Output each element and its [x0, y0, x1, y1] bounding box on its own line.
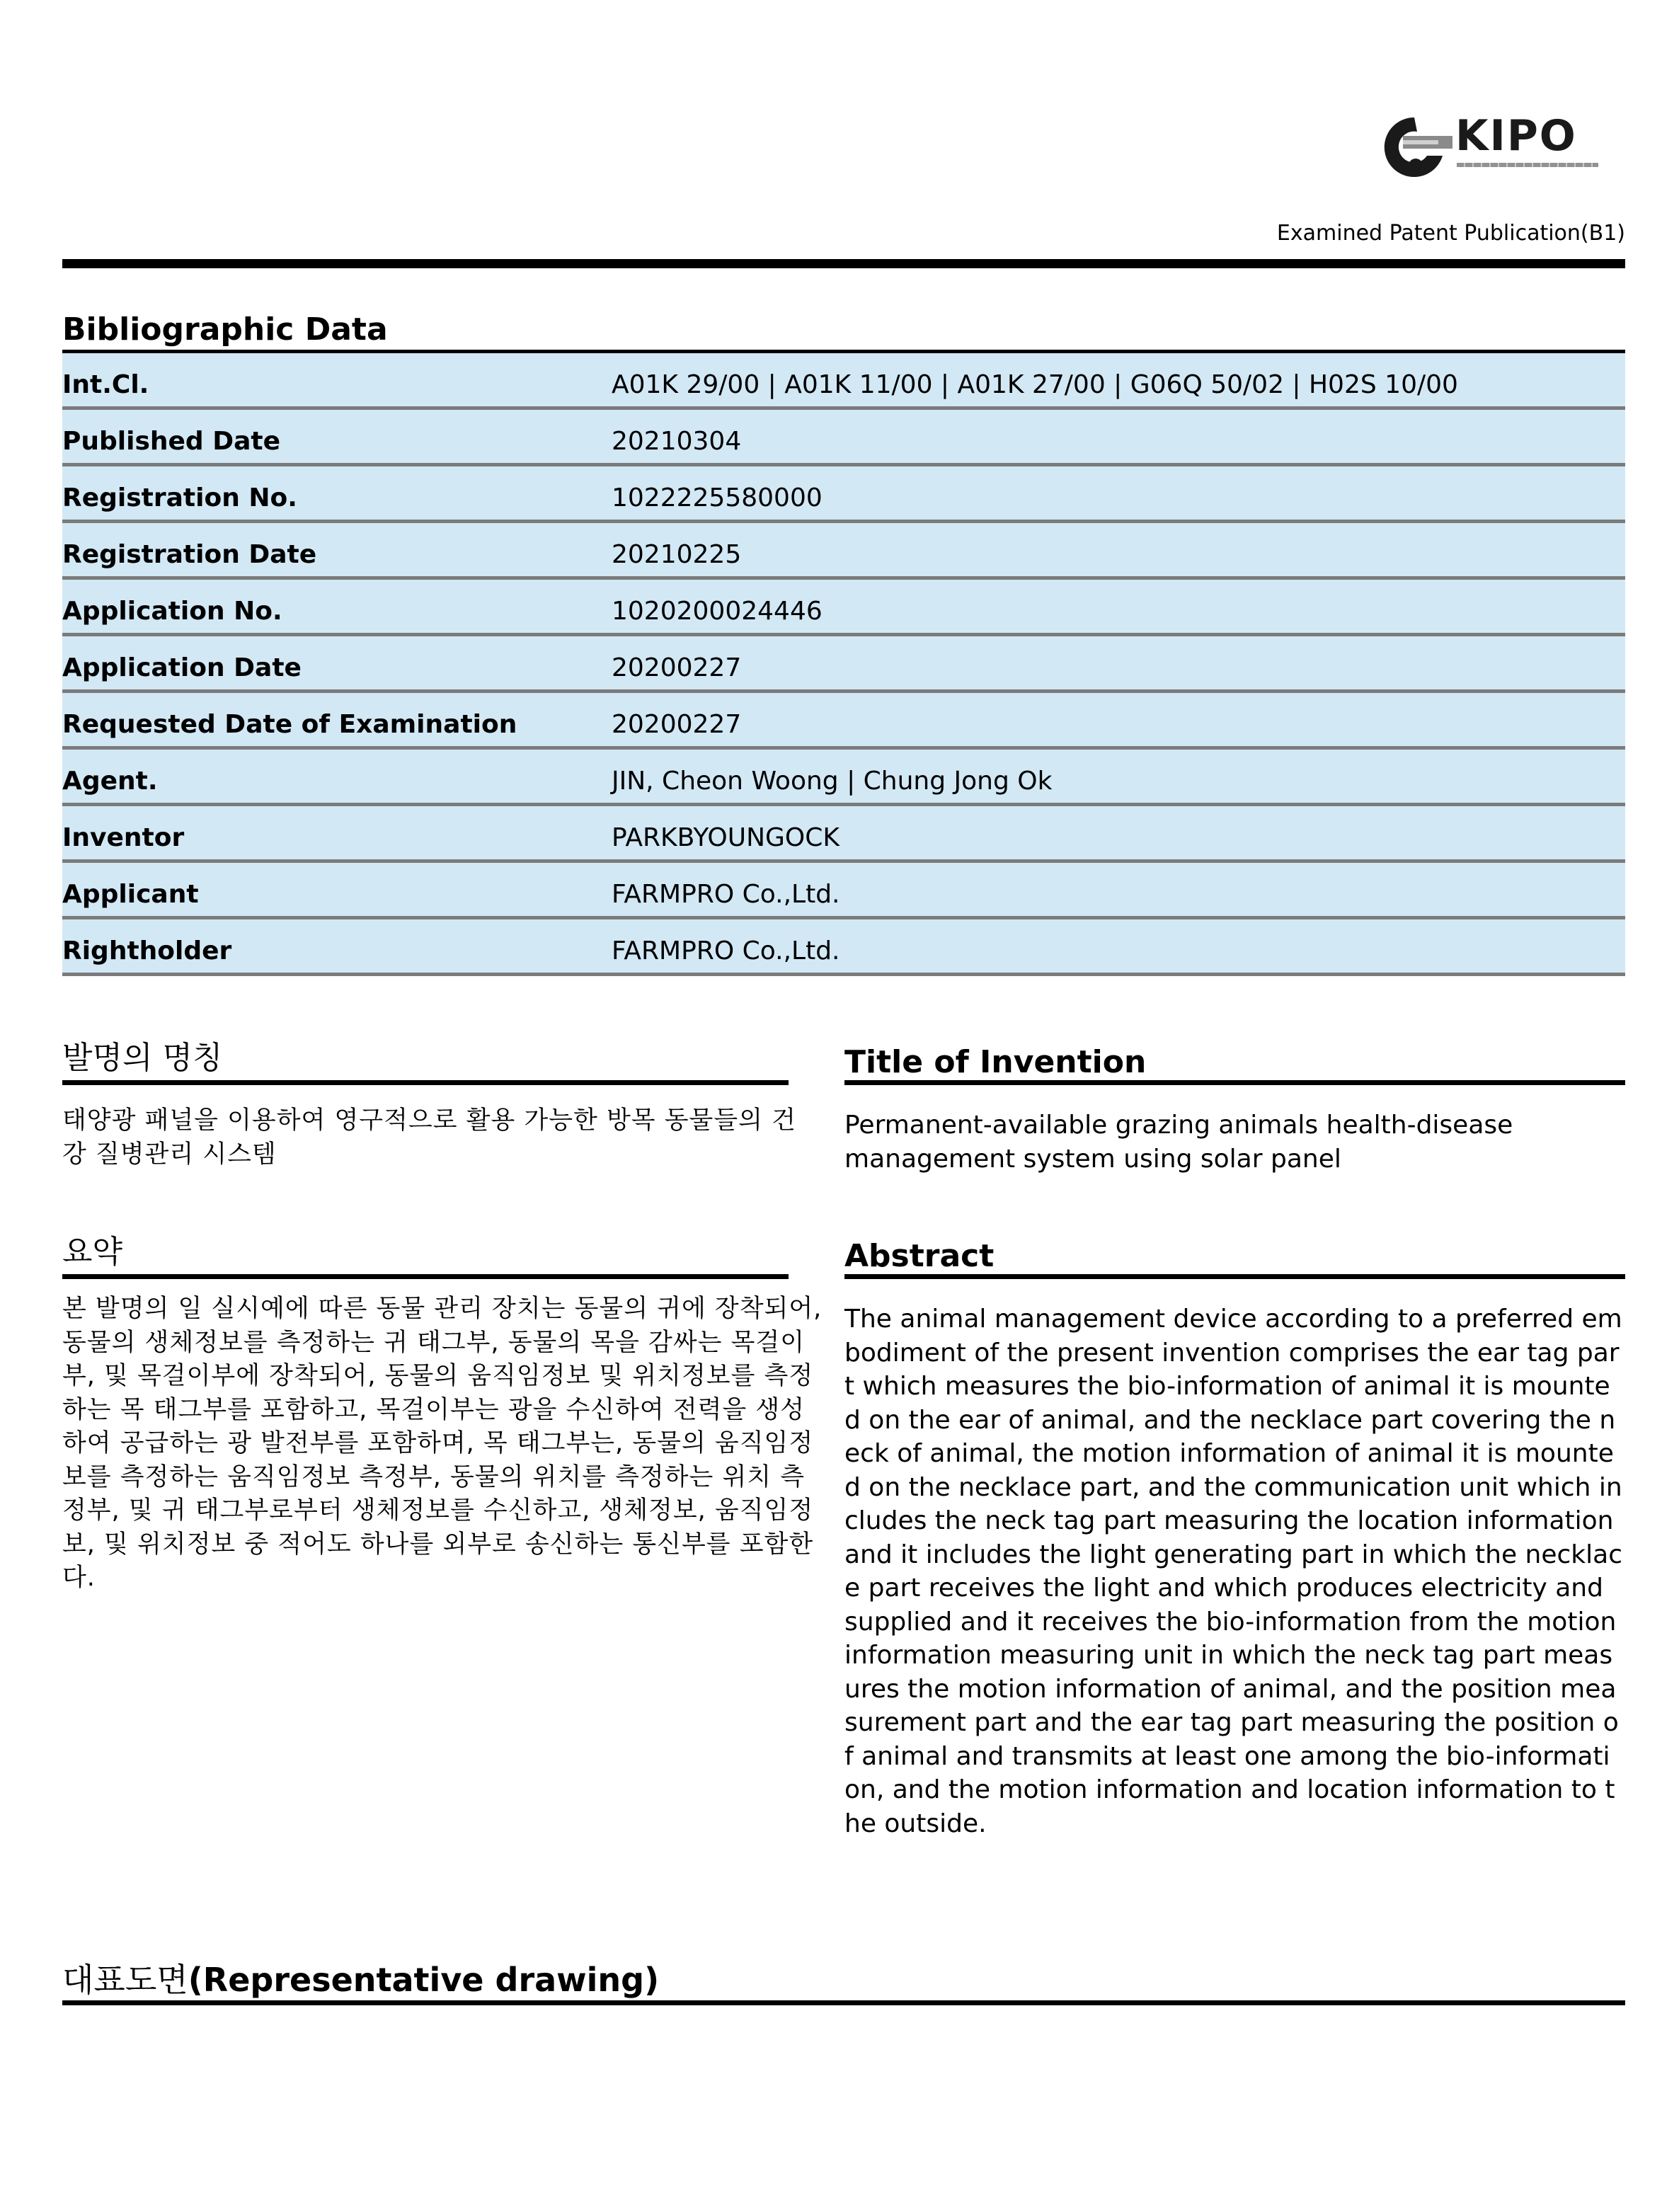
biblio-label: Requested Date of Examination [62, 710, 517, 739]
kipo-logo-text: KIPO [1455, 111, 1577, 161]
biblio-label: Registration Date [62, 540, 317, 569]
bibliographic-table [62, 353, 1625, 976]
biblio-row-registration-date [62, 523, 1625, 580]
representative-drawing-heading-ko: 대표도면 [62, 1961, 188, 1999]
abstract-en-text: The animal management device according to a preferred embodiment of the present invention comprises the ear tag part which measures the bio-information of animal it is mounted on the ear of animal, and the necklace part covering the neck of animal, the motion information of animal it is mounted on the necklace part, and the communication unit which includes the neck tag part measuring the location information and it includes the light generating part in which the necklace part receives the light and which produces electricity and supplied and it receives the bio-information from the motion information measuring unit in which the neck tag part measures the motion information of animal, and the position measurement part and the ear tag part measuring the position of animal and transmits at least one among the bio-information, and the motion information and location information to the outside. [844, 1305, 1623, 1838]
representative-drawing-divider [62, 2000, 1625, 2005]
biblio-label: Rightholder [62, 936, 232, 965]
representative-drawing-heading-en: (Representative drawing) [188, 1961, 660, 1999]
biblio-value: JIN, Cheon Woong | Chung Jong Ok [612, 767, 1053, 796]
biblio-value: A01K 29/00 | A01K 11/00 | A01K 27/00 | G06Q 50/02 | H02S 10/00 [612, 370, 1458, 399]
title-ko-text: 태양광 패널을 이용하여 영구적으로 활용 가능한 방목 동물들의 건강 질병관리 시스템 [62, 1106, 796, 1169]
abstract-en-divider [844, 1274, 1625, 1279]
title-ko-heading: 발명의 명칭 [62, 1040, 223, 1076]
biblio-label: Application No. [62, 597, 282, 626]
biblio-value: 20210304 [612, 427, 742, 456]
biblio-value: 20200227 [612, 653, 742, 682]
biblio-label: Agent. [62, 767, 158, 796]
biblio-row-registration-no [62, 466, 1625, 523]
biblio-row-rightholder [62, 919, 1625, 976]
kipo-logo-icon [1372, 112, 1457, 183]
abstract-en-heading: Abstract [844, 1238, 995, 1274]
bibliographic-heading: Bibliographic Data [62, 311, 388, 348]
title-en-heading: Title of Invention [844, 1044, 1147, 1080]
biblio-label: Inventor [62, 823, 185, 852]
header-divider [62, 259, 1625, 268]
title-en-text: Permanent-available grazing animals health-disease management system using solar panel [844, 1111, 1513, 1174]
biblio-value: 20210225 [612, 540, 742, 569]
biblio-label: Registration No. [62, 483, 297, 512]
representative-drawing-heading [62, 1961, 659, 1999]
biblio-label: Applicant [62, 880, 199, 909]
biblio-value: 1020200024446 [612, 597, 823, 626]
biblio-value: FARMPRO Co.,Ltd. [612, 936, 840, 965]
biblio-label: Application Date [62, 653, 302, 682]
biblio-row-agent [62, 750, 1625, 806]
biblio-value: 1022225580000 [612, 483, 823, 512]
kipo-logo-subtitle [1457, 163, 1598, 167]
biblio-row-published-date [62, 410, 1625, 466]
biblio-row-int-cl [62, 353, 1625, 410]
biblio-row-inventor [62, 806, 1625, 863]
biblio-row-applicant [62, 863, 1625, 919]
biblio-value: 20200227 [612, 710, 742, 739]
title-en-divider [844, 1080, 1625, 1085]
publication-type: Examined Patent Publication(B1) [1276, 221, 1625, 246]
biblio-label: Int.Cl. [62, 370, 149, 399]
abstract-ko-text: 본 발명의 일 실시예에 따른 동물 관리 장치는 동물의 귀에 장착되어, 동물의 생체정보를 측정하는 귀 태그부, 동물의 목을 감싸는 목걸이부, 및 목걸이부에 장착되어, 동물의 움직임정보 및 위치정보를 측정하는 목 태그부를 포함하고, 목걸이부는 광을 수신하여 전력을 생성하여 공급하는 광 발전부를 포함하며, 목 태그부는, 동물의 움직임정보를 측정하는 움직임정보 측정부, 동물의 위치를 측정하는 위치 측정부, 및 귀 태그부로부터 생체정보를 수신하고, 생체정보, 움직임정보, 및 위치정보 중 적어도 하나를 외부로 송신하는 통신부를 포함한다. [62, 1295, 823, 1592]
biblio-row-application-no [62, 580, 1625, 636]
biblio-row-application-date [62, 636, 1625, 693]
kipo-logo [1372, 106, 1627, 177]
abstract-ko-divider [62, 1274, 789, 1279]
biblio-value: FARMPRO Co.,Ltd. [612, 880, 840, 909]
title-ko-divider [62, 1080, 789, 1085]
biblio-value: PARKBYOUNGOCK [612, 823, 840, 852]
biblio-label: Published Date [62, 427, 281, 456]
biblio-row-requested-examination-date [62, 693, 1625, 750]
abstract-ko-heading: 요약 [62, 1234, 123, 1270]
